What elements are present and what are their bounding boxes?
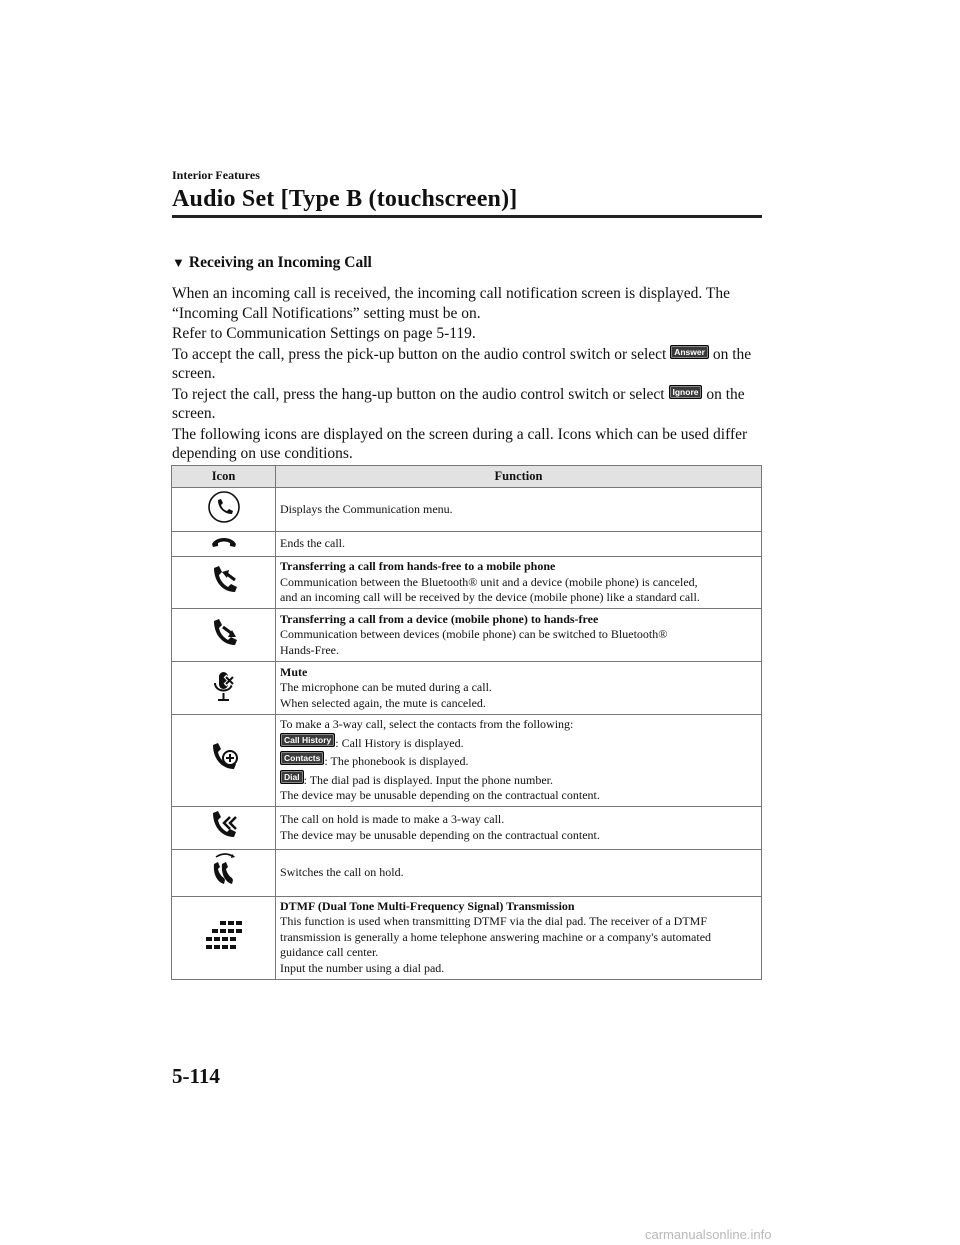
body-text: [172, 284, 766, 464]
function-line: The microphone can be muted during a call.: [280, 680, 492, 695]
table-row: [172, 557, 762, 609]
reject-text: To reject the call, press the hang-up button on the audio control switch or select: [172, 385, 665, 403]
dial-option: [280, 770, 757, 789]
merge-calls-icon[interactable]: [209, 809, 239, 841]
add-call-icon[interactable]: [209, 741, 239, 775]
header-function: Function: [276, 466, 762, 488]
watermark: carmanualsonline.info: [645, 1227, 772, 1242]
option-text: : The phonebook is displayed.: [324, 754, 469, 768]
function-line: The device may be unusable depending on the contractual content.: [280, 788, 600, 802]
icon-cell: [172, 532, 276, 557]
table-header-row: [172, 466, 762, 488]
transfer-to-phone-icon[interactable]: [209, 564, 239, 596]
page-number: 5-114: [172, 1064, 220, 1088]
icon-cell: [172, 896, 276, 979]
paragraph-accept: [172, 345, 766, 384]
function-line: To make a 3-way call, select the contacts from the following:: [280, 717, 574, 731]
function-title: Transferring a call from a device (mobile phone) to hands-free: [280, 611, 599, 626]
subheading-text: Receiving an Incoming Call: [188, 254, 372, 271]
triangle-marker-icon: ▼: [172, 255, 185, 270]
dial-pad-icon[interactable]: [206, 920, 242, 950]
function-line: Communication between the Bluetooth® unit and a device (mobile phone) is canceled,: [280, 574, 698, 589]
function-line: When selected again, the mute is canceled.: [280, 695, 486, 710]
function-line: The call on hold is made to make a 3-way call.: [280, 812, 505, 826]
swap-calls-icon[interactable]: [210, 853, 238, 887]
call-history-button[interactable]: Call History: [280, 733, 335, 747]
function-line: Communication between devices (mobile phone) can be switched to Bluetooth®: [280, 627, 668, 642]
option-text: : The dial pad is displayed. Input the phone number.: [303, 772, 553, 787]
function-line: Ends the call.: [280, 536, 345, 551]
table-row: [172, 532, 762, 557]
header-icon: Icon: [172, 466, 276, 488]
paragraph-reject: [172, 385, 766, 424]
subheading: [172, 254, 372, 272]
function-line: guidance call center.: [280, 945, 379, 960]
table-row: [172, 896, 762, 979]
function-title: Mute: [280, 664, 308, 679]
function-line: Displays the Communication menu.: [280, 501, 453, 516]
function-line: Input the number using a dial pad.: [280, 960, 445, 975]
function-line: and an incoming call will be received by the device (mobile phone) like a standard call.: [280, 590, 700, 605]
paragraph-notification: When an incoming call is received, the incoming call notification screen is displayed. The “Incoming Call Notifications” setting must be on.: [172, 285, 730, 322]
icon-cell: [172, 662, 276, 715]
function-cell: [276, 849, 762, 896]
contacts-button[interactable]: Contacts: [280, 751, 324, 765]
table-row: [172, 715, 762, 807]
function-cell: [276, 609, 762, 662]
function-cell: [276, 896, 762, 979]
function-line: Hands-Free.: [280, 642, 339, 657]
dial-button[interactable]: Dial: [280, 770, 304, 784]
icon-cell: [172, 715, 276, 807]
icon-function-table: [171, 465, 762, 980]
icon-cell: [172, 806, 276, 849]
title-rule: [172, 215, 762, 218]
table-row: [172, 849, 762, 896]
section-label: Interior Features: [172, 168, 260, 182]
communication-menu-icon[interactable]: [207, 490, 241, 524]
function-title: DTMF (Dual Tone Multi-Frequency Signal) Transmission: [280, 898, 575, 913]
table-row: [172, 488, 762, 532]
function-line: transmission is generally a home telephone answering machine or a company's automated: [280, 929, 712, 944]
icon-cell: [172, 557, 276, 609]
icon-cell: [172, 849, 276, 896]
call-history-option: [280, 733, 757, 752]
reject-text-end: on the screen.: [172, 385, 745, 422]
function-cell: [276, 488, 762, 532]
function-cell: [276, 532, 762, 557]
table-row: [172, 806, 762, 849]
contacts-option: [280, 751, 757, 770]
paragraph-icons-intro: The following icons are displayed on the screen during a call. Icons which can be used differ depending on use conditions.: [172, 425, 748, 462]
accept-text-end: on the screen.: [172, 345, 752, 382]
function-cell: [276, 715, 762, 807]
end-call-icon[interactable]: [210, 535, 238, 549]
paragraph-reference: Refer to Communication Settings on page 5-119.: [172, 325, 476, 342]
function-cell: [276, 662, 762, 715]
function-cell: [276, 806, 762, 849]
answer-button[interactable]: Answer: [670, 345, 709, 359]
ignore-button[interactable]: Ignore: [669, 385, 703, 399]
table-row: [172, 609, 762, 662]
table-row: [172, 662, 762, 715]
function-line: This function is used when transmitting DTMF via the dial pad. The receiver of a DTMF: [280, 914, 708, 929]
icon-cell: [172, 488, 276, 532]
option-text: : Call History is displayed.: [335, 735, 464, 750]
function-line: The device may be unusable depending on the contractual content.: [280, 827, 600, 842]
function-cell: [276, 557, 762, 609]
mute-icon[interactable]: [212, 669, 236, 703]
page-title: Audio Set [Type B (touchscreen)]: [172, 186, 518, 212]
icon-cell: [172, 609, 276, 662]
accept-text: To accept the call, press the pick-up button on the audio control switch or select: [172, 345, 667, 363]
function-title: Transferring a call from hands-free to a mobile phone: [280, 559, 556, 574]
function-line: Switches the call on hold.: [280, 864, 404, 879]
transfer-to-handsfree-icon[interactable]: [209, 617, 239, 649]
